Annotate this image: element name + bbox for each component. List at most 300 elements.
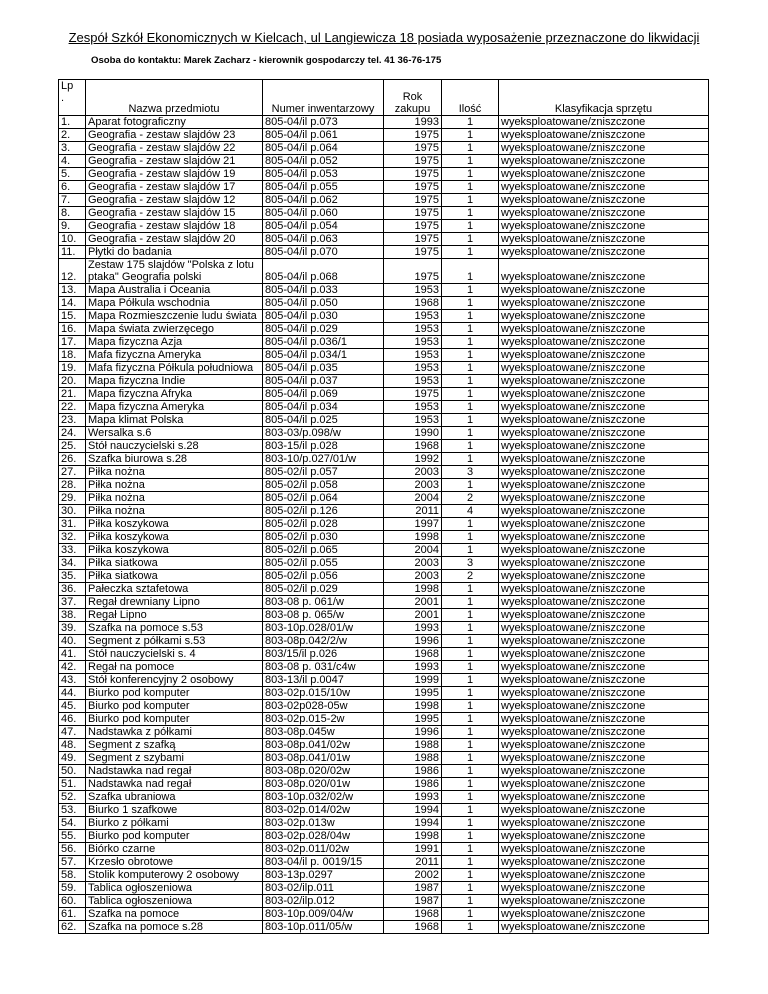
cell-purchase-year: 1953 — [384, 349, 442, 362]
cell-lp: 30. — [59, 505, 86, 518]
cell-classification: wyeksploatowane/zniszczone — [499, 752, 709, 765]
cell-classification: wyeksploatowane/zniszczone — [499, 661, 709, 674]
cell-inventory-number: 805-04/il p.034/1 — [263, 349, 384, 362]
cell-lp: 25. — [59, 440, 86, 453]
cell-purchase-year: 2011 — [384, 505, 442, 518]
cell-inventory-number: 805-04/il p.033 — [263, 284, 384, 297]
cell-inventory-number: 805-04/il p.034 — [263, 401, 384, 414]
cell-quantity: 1 — [442, 284, 499, 297]
cell-name: Biurko pod komputer — [86, 713, 263, 726]
cell-purchase-year: 1998 — [384, 700, 442, 713]
table-row — [59, 531, 709, 544]
cell-quantity: 1 — [442, 895, 499, 908]
cell-classification: wyeksploatowane/zniszczone — [499, 739, 709, 752]
cell-classification: wyeksploatowane/zniszczone — [499, 830, 709, 843]
contact-person: Osoba do kontaktu: Marek Zacharz - kierownik gospodarczy tel. 41 36-76-175 — [91, 55, 442, 66]
table-row — [59, 401, 709, 414]
cell-purchase-year: 1953 — [384, 284, 442, 297]
cell-name: Szafka na pomoce — [86, 908, 263, 921]
table-row — [59, 349, 709, 362]
cell-lp: 3. — [59, 142, 86, 155]
cell-purchase-year: 1998 — [384, 531, 442, 544]
cell-lp: 8. — [59, 207, 86, 220]
table-row — [59, 648, 709, 661]
cell-name: Szafka na pomoce s.53 — [86, 622, 263, 635]
table-row — [59, 739, 709, 752]
cell-purchase-year: 2004 — [384, 544, 442, 557]
cell-purchase-year: 1993 — [384, 622, 442, 635]
cell-purchase-year: 1968 — [384, 297, 442, 310]
table-row — [59, 479, 709, 492]
table-row — [59, 336, 709, 349]
cell-quantity: 1 — [442, 142, 499, 155]
cell-quantity: 4 — [442, 505, 499, 518]
cell-inventory-number: 805-02/il p.055 — [263, 557, 384, 570]
cell-name: Piłka nożna — [86, 466, 263, 479]
cell-classification: wyeksploatowane/zniszczone — [499, 375, 709, 388]
cell-lp: 15. — [59, 310, 86, 323]
cell-name: Mapa świata zwierzęcego — [86, 323, 263, 336]
cell-name: Nadstawka nad regał — [86, 765, 263, 778]
cell-quantity: 1 — [442, 297, 499, 310]
cell-purchase-year: 1988 — [384, 739, 442, 752]
cell-quantity: 1 — [442, 220, 499, 233]
table-row — [59, 544, 709, 557]
cell-purchase-year: 1975 — [384, 259, 442, 284]
cell-name: Geografia - zestaw slajdów 15 — [86, 207, 263, 220]
table-row — [59, 817, 709, 830]
cell-inventory-number: 803-13/il p.0047 — [263, 674, 384, 687]
cell-quantity: 1 — [442, 869, 499, 882]
cell-purchase-year: 1996 — [384, 726, 442, 739]
cell-name: Mafa fizyczna Półkula południowa — [86, 362, 263, 375]
cell-inventory-number: 805-02/il p.058 — [263, 479, 384, 492]
cell-quantity: 1 — [442, 739, 499, 752]
cell-lp: 22. — [59, 401, 86, 414]
table-row — [59, 804, 709, 817]
cell-name: Segment z szafką — [86, 739, 263, 752]
cell-name: Biurko z półkami — [86, 817, 263, 830]
cell-lp: 56. — [59, 843, 86, 856]
cell-lp: 29. — [59, 492, 86, 505]
cell-classification: wyeksploatowane/zniszczone — [499, 194, 709, 207]
cell-lp: 20. — [59, 375, 86, 388]
cell-purchase-year: 1953 — [384, 336, 442, 349]
cell-inventory-number: 805-04/il p.055 — [263, 181, 384, 194]
table-row — [59, 168, 709, 181]
cell-classification: wyeksploatowane/zniszczone — [499, 921, 709, 934]
cell-classification: wyeksploatowane/zniszczone — [499, 207, 709, 220]
cell-name: Piłka nożna — [86, 479, 263, 492]
cell-classification: wyeksploatowane/zniszczone — [499, 505, 709, 518]
cell-inventory-number: 803-02p.015-2w — [263, 713, 384, 726]
cell-quantity: 1 — [442, 427, 499, 440]
cell-name: Tablica ogłoszeniowa — [86, 895, 263, 908]
cell-purchase-year: 1975 — [384, 181, 442, 194]
cell-purchase-year: 1988 — [384, 752, 442, 765]
cell-name: Geografia - zestaw slajdów 17 — [86, 181, 263, 194]
cell-lp: 39. — [59, 622, 86, 635]
cell-classification: wyeksploatowane/zniszczone — [499, 427, 709, 440]
cell-inventory-number: 803-02p028-05w — [263, 700, 384, 713]
header-inventory-number: Numer inwentarzowy — [263, 80, 384, 116]
cell-purchase-year: 2003 — [384, 479, 442, 492]
cell-purchase-year: 1975 — [384, 155, 442, 168]
cell-lp: 50. — [59, 765, 86, 778]
cell-lp: 2. — [59, 129, 86, 142]
cell-name: Mapa fizyczna Afryka — [86, 388, 263, 401]
cell-name: Regał Lipno — [86, 609, 263, 622]
table-row — [59, 661, 709, 674]
table-row — [59, 791, 709, 804]
cell-lp: 24. — [59, 427, 86, 440]
table-row — [59, 713, 709, 726]
cell-name: Mapa fizyczna Azja — [86, 336, 263, 349]
cell-classification: wyeksploatowane/zniszczone — [499, 518, 709, 531]
cell-quantity: 1 — [442, 778, 499, 791]
cell-lp: 51. — [59, 778, 86, 791]
cell-quantity: 1 — [442, 414, 499, 427]
cell-lp: 26. — [59, 453, 86, 466]
cell-lp: 33. — [59, 544, 86, 557]
cell-inventory-number: 803-08 p. 065/w — [263, 609, 384, 622]
cell-quantity: 1 — [442, 726, 499, 739]
table-row — [59, 687, 709, 700]
cell-quantity: 1 — [442, 622, 499, 635]
cell-quantity: 3 — [442, 466, 499, 479]
cell-name: Stół konferencyjny 2 osobowy — [86, 674, 263, 687]
table-row — [59, 856, 709, 869]
cell-quantity: 1 — [442, 791, 499, 804]
cell-purchase-year: 1991 — [384, 843, 442, 856]
table-row — [59, 921, 709, 934]
cell-purchase-year: 1968 — [384, 908, 442, 921]
cell-quantity: 1 — [442, 336, 499, 349]
cell-inventory-number: 803-13p.0297 — [263, 869, 384, 882]
cell-purchase-year: 2003 — [384, 466, 442, 479]
cell-classification: wyeksploatowane/zniszczone — [499, 895, 709, 908]
cell-name: Biurko 1 szafkowe — [86, 804, 263, 817]
cell-name: Geografia - zestaw slajdów 22 — [86, 142, 263, 155]
cell-classification: wyeksploatowane/zniszczone — [499, 908, 709, 921]
cell-name: Stół nauczycielski s. 4 — [86, 648, 263, 661]
cell-lp: 41. — [59, 648, 86, 661]
header-quantity: Ilość — [442, 80, 499, 116]
cell-name: Piłka nożna — [86, 505, 263, 518]
table-row — [59, 284, 709, 297]
cell-purchase-year: 1953 — [384, 375, 442, 388]
table-row — [59, 622, 709, 635]
cell-lp: 37. — [59, 596, 86, 609]
cell-classification: wyeksploatowane/zniszczone — [499, 349, 709, 362]
table-row — [59, 466, 709, 479]
cell-name: Tablica ogłoszeniowa — [86, 882, 263, 895]
cell-quantity: 2 — [442, 570, 499, 583]
cell-quantity: 1 — [442, 817, 499, 830]
cell-lp: 42. — [59, 661, 86, 674]
cell-quantity: 1 — [442, 207, 499, 220]
cell-classification: wyeksploatowane/zniszczone — [499, 583, 709, 596]
cell-purchase-year: 1993 — [384, 116, 442, 129]
cell-quantity: 1 — [442, 687, 499, 700]
cell-classification: wyeksploatowane/zniszczone — [499, 778, 709, 791]
table-row — [59, 843, 709, 856]
table-row — [59, 583, 709, 596]
cell-inventory-number: 803-03/p.098/w — [263, 427, 384, 440]
cell-inventory-number: 805-04/il p.069 — [263, 388, 384, 401]
cell-name: Geografia - zestaw slajdów 18 — [86, 220, 263, 233]
table-row — [59, 882, 709, 895]
cell-inventory-number: 803-08p.020/02w — [263, 765, 384, 778]
cell-inventory-number: 803-10p.028/01/w — [263, 622, 384, 635]
cell-purchase-year: 2001 — [384, 596, 442, 609]
cell-lp: 47. — [59, 726, 86, 739]
cell-inventory-number: 803-08 p. 031/c4w — [263, 661, 384, 674]
cell-classification: wyeksploatowane/zniszczone — [499, 622, 709, 635]
cell-lp: 9. — [59, 220, 86, 233]
cell-inventory-number: 803-10p.009/04/w — [263, 908, 384, 921]
cell-name: Mafa fizyczna Ameryka — [86, 349, 263, 362]
table-row — [59, 674, 709, 687]
cell-classification: wyeksploatowane/zniszczone — [499, 466, 709, 479]
cell-purchase-year: 1995 — [384, 687, 442, 700]
cell-inventory-number: 803-08p.041/02w — [263, 739, 384, 752]
table-row — [59, 505, 709, 518]
cell-quantity: 1 — [442, 388, 499, 401]
table-row — [59, 155, 709, 168]
cell-lp: 62. — [59, 921, 86, 934]
cell-name: Geografia - zestaw slajdów 23 — [86, 129, 263, 142]
cell-lp: 60. — [59, 895, 86, 908]
cell-purchase-year: 1975 — [384, 246, 442, 259]
cell-inventory-number: 805-04/il p.025 — [263, 414, 384, 427]
cell-classification: wyeksploatowane/zniszczone — [499, 181, 709, 194]
cell-lp: 28. — [59, 479, 86, 492]
cell-quantity: 1 — [442, 479, 499, 492]
cell-classification: wyeksploatowane/zniszczone — [499, 155, 709, 168]
table-row — [59, 869, 709, 882]
cell-purchase-year: 2011 — [384, 856, 442, 869]
table-row — [59, 414, 709, 427]
cell-name: Wersalka s.6 — [86, 427, 263, 440]
cell-classification: wyeksploatowane/zniszczone — [499, 635, 709, 648]
cell-lp: 13. — [59, 284, 86, 297]
cell-purchase-year: 1953 — [384, 310, 442, 323]
cell-purchase-year: 1968 — [384, 440, 442, 453]
cell-name: Nadstawka nad regał — [86, 778, 263, 791]
cell-name: Piłka siatkowa — [86, 557, 263, 570]
cell-inventory-number: 805-04/il p.052 — [263, 155, 384, 168]
cell-purchase-year: 2002 — [384, 869, 442, 882]
cell-inventory-number: 805-04/il p.029 — [263, 323, 384, 336]
cell-name: Szafka ubraniowa — [86, 791, 263, 804]
cell-inventory-number: 805-02/il p.028 — [263, 518, 384, 531]
table-row — [59, 492, 709, 505]
cell-name: Piłka koszykowa — [86, 518, 263, 531]
table-row — [59, 362, 709, 375]
cell-inventory-number: 803-10/p.027/01/w — [263, 453, 384, 466]
cell-lp: 54. — [59, 817, 86, 830]
cell-classification: wyeksploatowane/zniszczone — [499, 713, 709, 726]
cell-classification: wyeksploatowane/zniszczone — [499, 479, 709, 492]
cell-quantity: 2 — [442, 492, 499, 505]
cell-lp: 58. — [59, 869, 86, 882]
cell-classification: wyeksploatowane/zniszczone — [499, 856, 709, 869]
cell-inventory-number: 803-15/il p.028 — [263, 440, 384, 453]
cell-name: Biórko czarne — [86, 843, 263, 856]
cell-purchase-year: 1975 — [384, 220, 442, 233]
cell-lp: 45. — [59, 700, 86, 713]
cell-lp: 44. — [59, 687, 86, 700]
cell-lp: 59. — [59, 882, 86, 895]
cell-name: Piłka nożna — [86, 492, 263, 505]
cell-quantity: 1 — [442, 661, 499, 674]
cell-lp: 57. — [59, 856, 86, 869]
cell-classification: wyeksploatowane/zniszczone — [499, 687, 709, 700]
cell-inventory-number: 803-02/ilp.011 — [263, 882, 384, 895]
cell-name: Biurko pod komputer — [86, 830, 263, 843]
cell-purchase-year: 1968 — [384, 921, 442, 934]
cell-inventory-number: 805-02/il p.056 — [263, 570, 384, 583]
inventory-table — [58, 79, 709, 934]
cell-classification: wyeksploatowane/zniszczone — [499, 259, 709, 284]
cell-quantity: 1 — [442, 752, 499, 765]
cell-name: Biurko pod komputer — [86, 687, 263, 700]
table-row — [59, 246, 709, 259]
cell-lp: 12. — [59, 259, 86, 284]
cell-inventory-number: 803-08p.045w — [263, 726, 384, 739]
cell-inventory-number: 805-02/il p.126 — [263, 505, 384, 518]
cell-quantity: 1 — [442, 596, 499, 609]
cell-name: Piłka koszykowa — [86, 544, 263, 557]
cell-purchase-year: 1993 — [384, 661, 442, 674]
cell-quantity: 1 — [442, 635, 499, 648]
cell-quantity: 1 — [442, 194, 499, 207]
cell-quantity: 1 — [442, 246, 499, 259]
cell-name: Geografia - zestaw slajdów 19 — [86, 168, 263, 181]
cell-inventory-number: 805-04/il p.063 — [263, 233, 384, 246]
header-classification: Klasyfikacja sprzętu — [499, 80, 709, 116]
header-purchase-year: Rok zakupu — [384, 80, 442, 116]
cell-name: Płytki do badania — [86, 246, 263, 259]
table-row — [59, 895, 709, 908]
cell-classification: wyeksploatowane/zniszczone — [499, 323, 709, 336]
cell-purchase-year: 1986 — [384, 765, 442, 778]
cell-name: Geografia - zestaw slajdów 21 — [86, 155, 263, 168]
cell-classification: wyeksploatowane/zniszczone — [499, 168, 709, 181]
cell-classification: wyeksploatowane/zniszczone — [499, 817, 709, 830]
cell-lp: 35. — [59, 570, 86, 583]
cell-lp: 53. — [59, 804, 86, 817]
cell-inventory-number: 805-04/il p.035 — [263, 362, 384, 375]
cell-name: Mapa Australia i Oceania — [86, 284, 263, 297]
cell-inventory-number: 803-10p.011/05/w — [263, 921, 384, 934]
cell-purchase-year: 2003 — [384, 557, 442, 570]
cell-quantity: 3 — [442, 557, 499, 570]
cell-inventory-number: 805-02/il p.030 — [263, 531, 384, 544]
cell-quantity: 1 — [442, 830, 499, 843]
cell-lp: 43. — [59, 674, 86, 687]
cell-quantity: 1 — [442, 843, 499, 856]
table-row — [59, 752, 709, 765]
cell-classification: wyeksploatowane/zniszczone — [499, 791, 709, 804]
document-title: Zespół Szkół Ekonomicznych w Kielcach, ul Langiewicza 18 posiada wyposażenie przeznaczone do likwidacji — [68, 30, 700, 45]
cell-classification: wyeksploatowane/zniszczone — [499, 765, 709, 778]
cell-quantity: 1 — [442, 609, 499, 622]
cell-name: Szafka na pomoce s.28 — [86, 921, 263, 934]
cell-lp: 34. — [59, 557, 86, 570]
cell-lp: 4. — [59, 155, 86, 168]
cell-quantity: 1 — [442, 155, 499, 168]
cell-quantity: 1 — [442, 259, 499, 284]
cell-classification: wyeksploatowane/zniszczone — [499, 882, 709, 895]
cell-name: Zestaw 175 slajdów "Polska z lotu ptaka" Geografia polski — [86, 259, 263, 284]
cell-purchase-year: 1992 — [384, 453, 442, 466]
cell-purchase-year: 1994 — [384, 817, 442, 830]
cell-purchase-year: 1975 — [384, 233, 442, 246]
cell-lp: 23. — [59, 414, 86, 427]
cell-name: Aparat fotograficzny — [86, 116, 263, 129]
table-row — [59, 830, 709, 843]
cell-lp: 49. — [59, 752, 86, 765]
cell-classification: wyeksploatowane/zniszczone — [499, 596, 709, 609]
cell-lp: 1. — [59, 116, 86, 129]
cell-lp: 32. — [59, 531, 86, 544]
table-row — [59, 194, 709, 207]
cell-inventory-number: 805-04/il p.030 — [263, 310, 384, 323]
cell-name: Nadstawka z półkami — [86, 726, 263, 739]
cell-inventory-number: 803-04/il p. 0019/15 — [263, 856, 384, 869]
cell-classification: wyeksploatowane/zniszczone — [499, 310, 709, 323]
table-row — [59, 609, 709, 622]
cell-name: Mapa Półkula wschodnia — [86, 297, 263, 310]
cell-purchase-year: 1975 — [384, 207, 442, 220]
cell-purchase-year: 1998 — [384, 583, 442, 596]
cell-classification: wyeksploatowane/zniszczone — [499, 414, 709, 427]
cell-lp: 19. — [59, 362, 86, 375]
cell-classification: wyeksploatowane/zniszczone — [499, 869, 709, 882]
cell-purchase-year: 1996 — [384, 635, 442, 648]
cell-quantity: 1 — [442, 700, 499, 713]
cell-purchase-year: 1953 — [384, 401, 442, 414]
cell-name: Biurko pod komputer — [86, 700, 263, 713]
cell-purchase-year: 2001 — [384, 609, 442, 622]
table-row — [59, 220, 709, 233]
cell-classification: wyeksploatowane/zniszczone — [499, 544, 709, 557]
cell-quantity: 1 — [442, 544, 499, 557]
cell-purchase-year: 1968 — [384, 648, 442, 661]
cell-quantity: 1 — [442, 440, 499, 453]
cell-name: Krzesło obrotowe — [86, 856, 263, 869]
cell-lp: 31. — [59, 518, 86, 531]
cell-name: Piłka koszykowa — [86, 531, 263, 544]
cell-classification: wyeksploatowane/zniszczone — [499, 804, 709, 817]
cell-quantity: 1 — [442, 362, 499, 375]
cell-purchase-year: 1953 — [384, 362, 442, 375]
cell-name: Mapa Rozmieszczenie ludu świata — [86, 310, 263, 323]
cell-name: Regał drewniany Lipno — [86, 596, 263, 609]
cell-quantity: 1 — [442, 310, 499, 323]
cell-classification: wyeksploatowane/zniszczone — [499, 557, 709, 570]
header-lp: Lp . — [59, 80, 86, 116]
cell-classification: wyeksploatowane/zniszczone — [499, 233, 709, 246]
cell-purchase-year: 1953 — [384, 323, 442, 336]
cell-lp: 38. — [59, 609, 86, 622]
cell-inventory-number: 805-04/il p.060 — [263, 207, 384, 220]
cell-purchase-year: 1975 — [384, 194, 442, 207]
cell-name: Piłka siatkowa — [86, 570, 263, 583]
cell-name: Mapa klimat Polska — [86, 414, 263, 427]
